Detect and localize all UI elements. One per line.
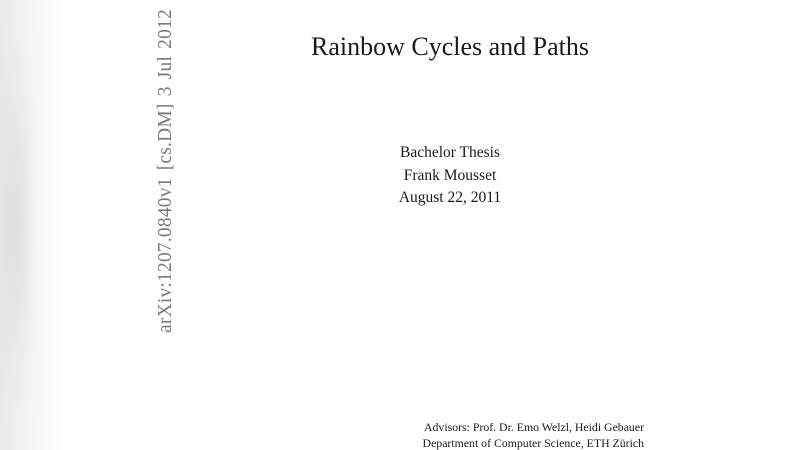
advisor-block [423, 419, 644, 450]
advisors-line: Advisors: Prof. Dr. Emo Welzl, Heidi Gebauer [424, 420, 644, 434]
author-name: Frank Mousset [403, 166, 497, 184]
title-metadata [350, 142, 550, 210]
arxiv-identifier-stamp: arXiv:1207.0840v1 [cs.DM] 3 Jul 2012 [155, 9, 176, 333]
department-line: Department of Computer Science, ETH Zürich [422, 436, 644, 450]
thesis-type: Bachelor Thesis [399, 144, 500, 161]
paper-title: Rainbow Cycles and Paths [310, 32, 590, 61]
thesis-date: August 22, 2011 [398, 189, 502, 206]
